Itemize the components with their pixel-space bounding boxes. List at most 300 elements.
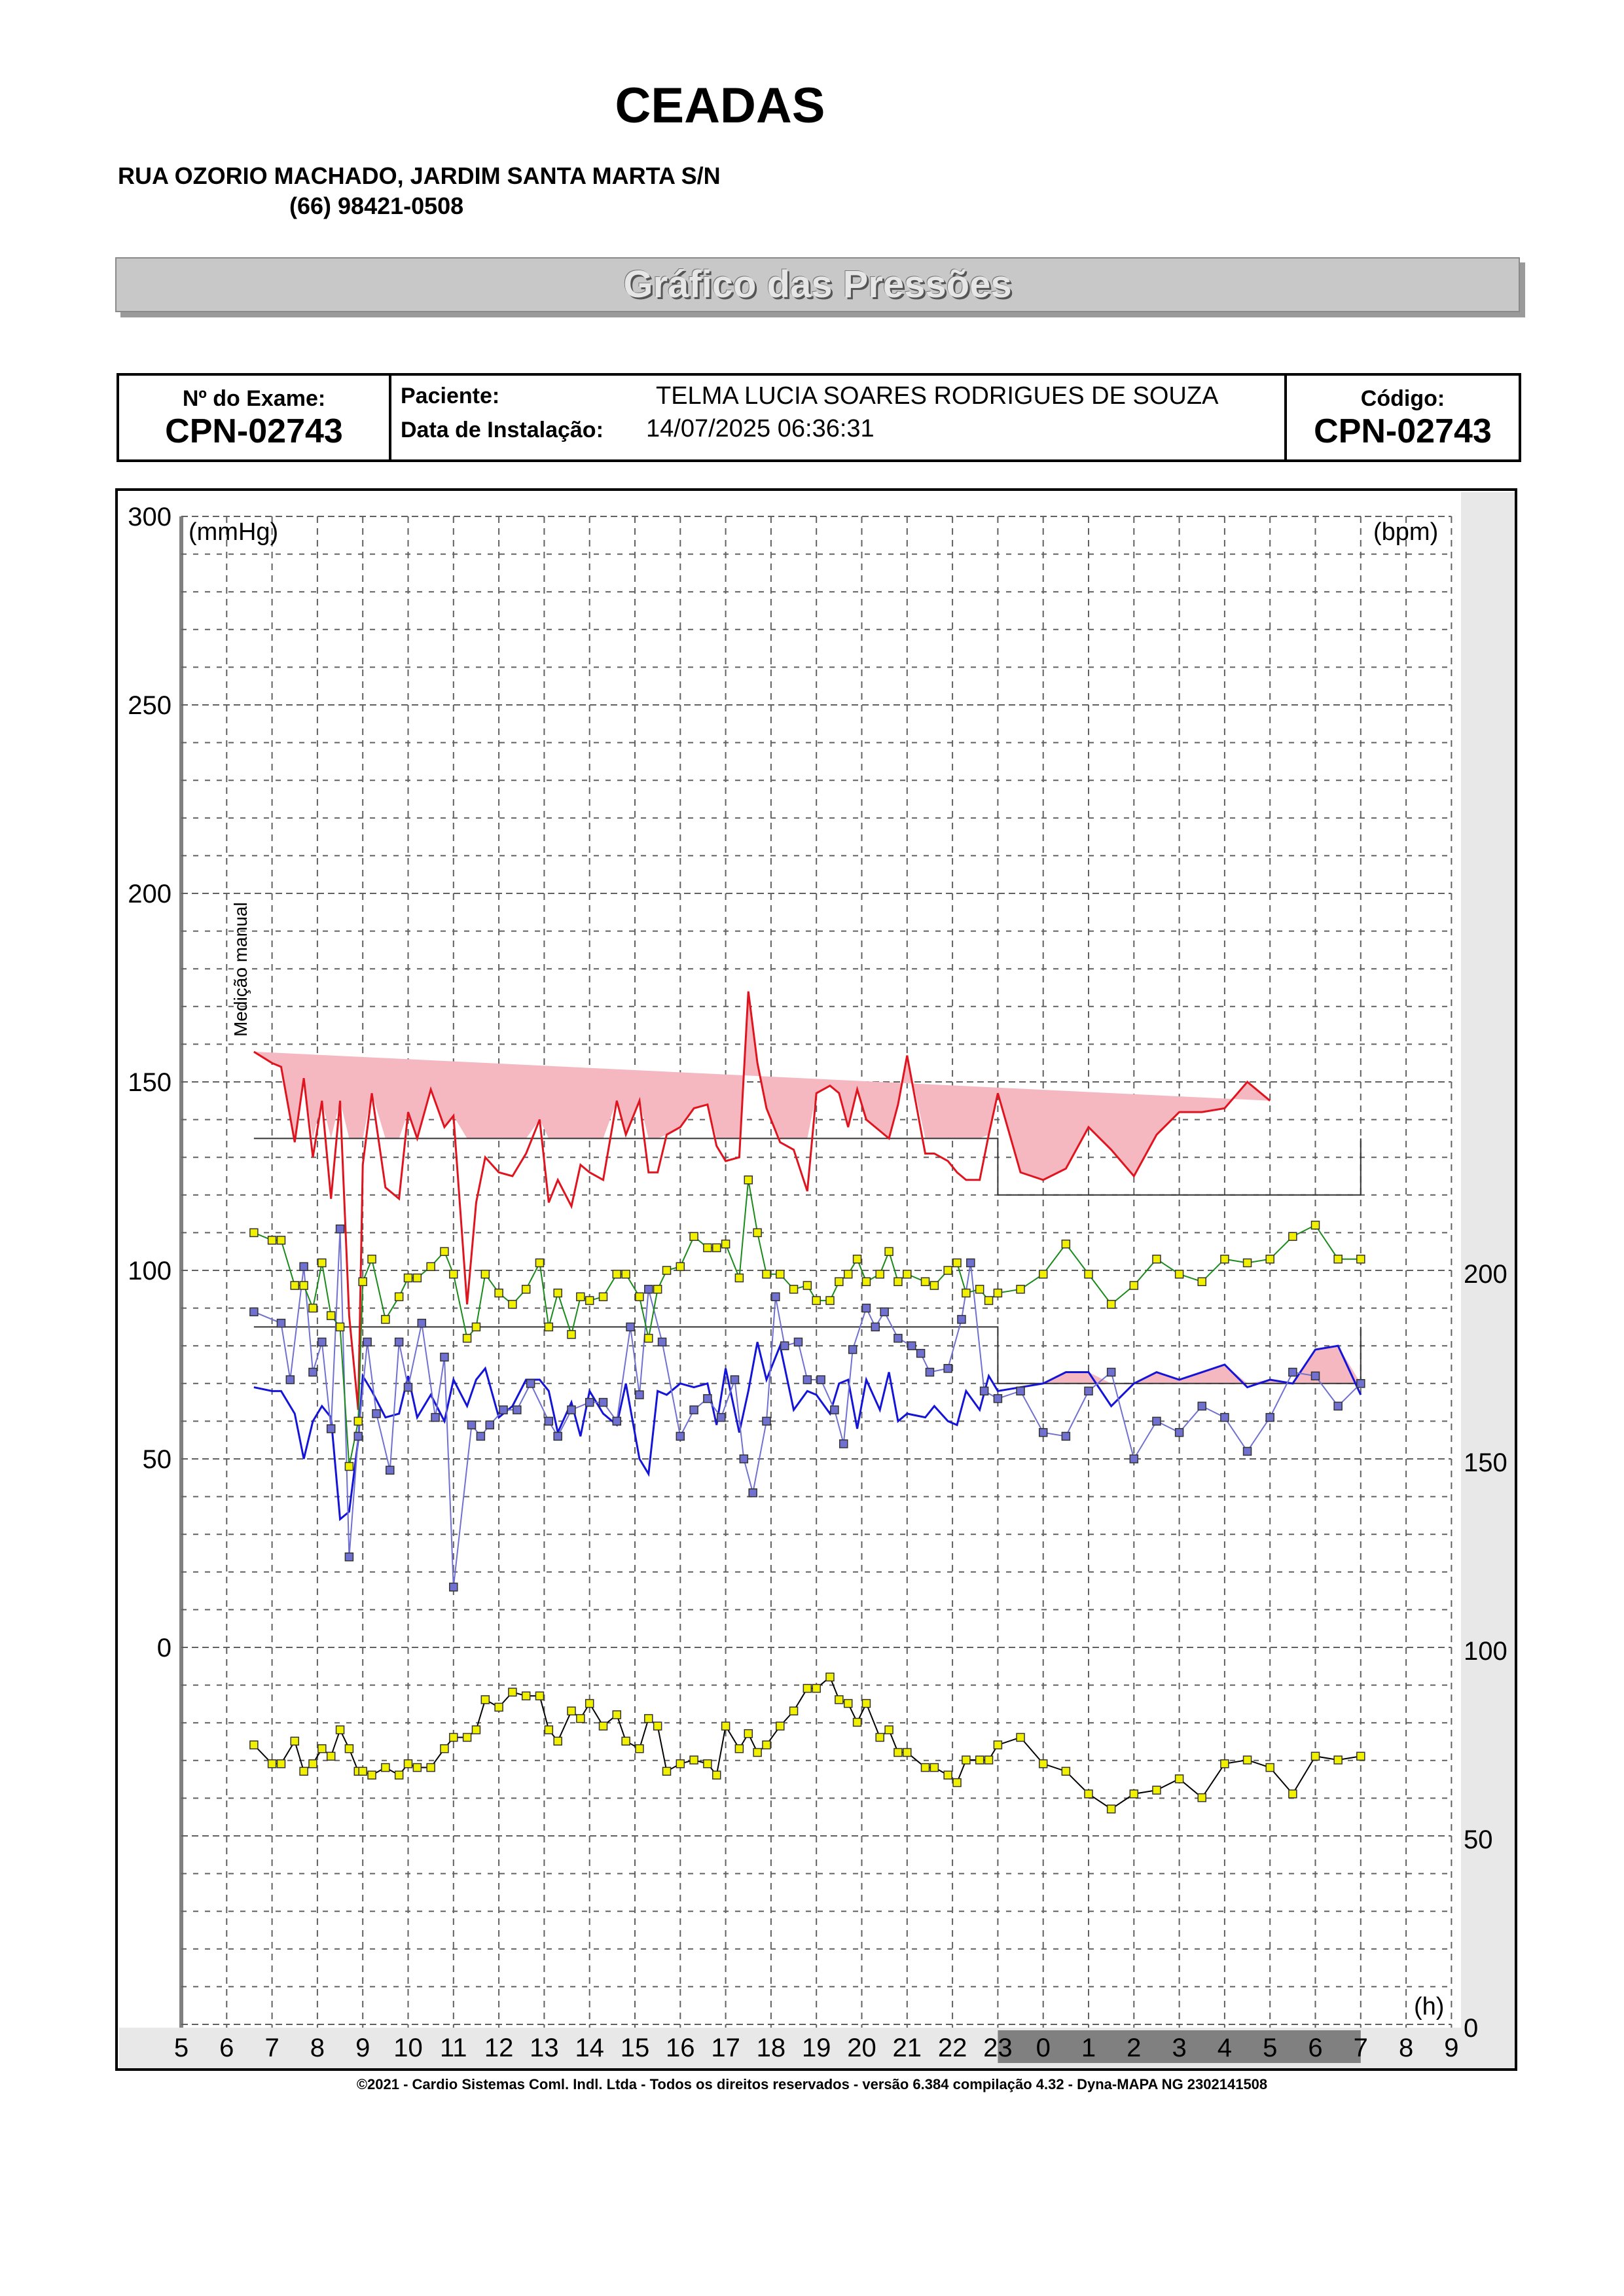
x-tick-label: 1 — [1081, 2034, 1096, 2062]
diastolic-point — [917, 1350, 925, 1357]
heart-rate-point — [753, 1749, 761, 1757]
mean-pressure-point — [1198, 1278, 1206, 1285]
diastolic-point — [690, 1406, 698, 1414]
heart-rate-point — [450, 1733, 458, 1741]
mean-pressure-point — [368, 1255, 376, 1263]
copyright-footer: ©2021 - Cardio Sistemas Coml. Indl. Ltda - Todos os direitos reservados - versão 6.384 compilação 4.32 - Dyna-MAPA NG 2302141508 — [356, 2076, 1268, 2092]
mean-pressure-point — [535, 1259, 543, 1266]
heart-rate-point — [413, 1764, 421, 1772]
heart-rate-point — [1312, 1752, 1320, 1760]
mean-pressure-point — [1289, 1232, 1297, 1240]
left-axis-label: (mmHg) — [189, 518, 279, 546]
heart-rate-point — [481, 1696, 489, 1704]
diastolic-point — [354, 1432, 362, 1440]
mean-pressure-point — [441, 1247, 448, 1255]
diastolic-point — [717, 1414, 725, 1422]
mean-pressure-point — [1085, 1270, 1092, 1278]
heart-rate-point — [268, 1760, 276, 1768]
heart-rate-point — [309, 1760, 317, 1768]
patient-label: Paciente: — [401, 384, 500, 408]
heart-rate-point — [962, 1756, 970, 1764]
mean-pressure-point — [994, 1289, 1001, 1297]
diastolic-point — [981, 1387, 988, 1395]
diastolic-point — [849, 1346, 857, 1354]
mean-pressure-point — [599, 1293, 607, 1300]
right-tick-label: 0 — [1464, 2014, 1479, 2043]
diastolic-point — [659, 1338, 666, 1346]
mean-pressure-point — [1062, 1240, 1070, 1248]
diastolic-point — [626, 1323, 634, 1331]
mean-pressure-point — [645, 1335, 653, 1342]
x-tick-label: 5 — [173, 2034, 189, 2062]
heart-rate-point — [663, 1767, 671, 1775]
heart-rate-point — [613, 1711, 621, 1719]
mean-pressure-point — [568, 1331, 575, 1338]
x-tick-label: 2 — [1127, 2034, 1142, 2062]
clinic-name: CEADAS — [615, 78, 825, 134]
heart-rate-point — [1357, 1752, 1365, 1760]
heart-rate-point — [812, 1685, 820, 1693]
heart-rate-point — [944, 1771, 952, 1779]
diastolic-point — [1017, 1387, 1024, 1395]
mean-pressure-point — [545, 1323, 552, 1331]
mean-pressure-point — [953, 1259, 961, 1266]
heart-rate-point — [599, 1722, 607, 1730]
mean-pressure-point — [854, 1255, 861, 1263]
diastolic-point — [1312, 1372, 1320, 1380]
diastolic-point — [1244, 1447, 1252, 1455]
x-tick-label: 8 — [310, 2034, 325, 2062]
x-tick-label: 8 — [1398, 2034, 1414, 2062]
heart-rate-point — [327, 1752, 335, 1760]
diastolic-point — [309, 1369, 317, 1376]
heart-rate-point — [1266, 1764, 1274, 1772]
x-tick-label: 16 — [666, 2034, 695, 2062]
x-tick-label: 10 — [393, 2034, 423, 2062]
mean-pressure-point — [690, 1232, 698, 1240]
mean-pressure-point — [613, 1270, 621, 1278]
x-tick-label: 7 — [264, 2034, 280, 2062]
heart-rate-point — [1198, 1794, 1206, 1802]
heart-rate-point — [636, 1745, 643, 1753]
mean-pressure-point — [450, 1270, 458, 1278]
heart-rate-point — [622, 1737, 630, 1745]
x-tick-label: 5 — [1263, 2034, 1278, 2062]
heart-rate-point — [1039, 1760, 1047, 1768]
mean-pressure-point — [985, 1297, 993, 1304]
diastolic-point — [545, 1417, 552, 1425]
mean-pressure-point — [704, 1244, 712, 1251]
heart-rate-point — [735, 1745, 743, 1753]
mean-pressure-point — [318, 1259, 326, 1266]
mean-pressure-point — [586, 1297, 594, 1304]
diastolic-point — [926, 1369, 933, 1376]
heart-rate-point — [395, 1771, 403, 1779]
x-tick-label: 6 — [1308, 2034, 1323, 2062]
mean-pressure-point — [463, 1335, 471, 1342]
heart-rate-point — [776, 1722, 784, 1730]
mean-pressure-point — [622, 1270, 630, 1278]
heart-rate-point — [554, 1737, 562, 1745]
diastolic-point — [1085, 1387, 1092, 1395]
heart-rate-point — [522, 1692, 530, 1700]
heart-rate-point — [359, 1767, 367, 1775]
diastolic-point — [994, 1395, 1001, 1403]
diastolic-point — [749, 1489, 757, 1497]
x-tick-label: 23 — [983, 2034, 1013, 2062]
x-tick-label: 21 — [892, 2034, 922, 2062]
mean-pressure-point — [862, 1278, 870, 1285]
diastolic-point — [395, 1338, 403, 1346]
heart-rate-point — [1176, 1775, 1183, 1783]
mean-pressure-point — [472, 1323, 480, 1331]
diastolic-point — [1198, 1402, 1206, 1410]
mean-pressure-point — [382, 1316, 389, 1323]
diastolic-point — [731, 1376, 738, 1384]
x-tick-label: 20 — [847, 2034, 876, 2062]
heart-rate-point — [495, 1703, 503, 1711]
mean-pressure-point — [1312, 1221, 1320, 1229]
mean-pressure-point — [903, 1270, 911, 1278]
heart-rate-point — [1221, 1760, 1229, 1768]
diastolic-point — [967, 1259, 975, 1266]
diastolic-point — [772, 1293, 780, 1300]
heart-rate-point — [345, 1745, 353, 1753]
diastolic-point — [704, 1395, 712, 1403]
left-tick-label: 50 — [142, 1445, 171, 1474]
mean-pressure-point — [268, 1236, 276, 1244]
left-tick-label: 100 — [128, 1257, 171, 1285]
mean-pressure-point — [1176, 1270, 1183, 1278]
diastolic-point — [803, 1376, 811, 1384]
code-label: Código: — [1360, 386, 1445, 411]
install-date: 14/07/2025 06:36:31 — [646, 415, 875, 442]
heart-rate-point — [876, 1733, 884, 1741]
mean-pressure-point — [876, 1270, 884, 1278]
mean-pressure-point — [327, 1312, 335, 1319]
mean-pressure-point — [309, 1304, 317, 1312]
diastolic-point — [840, 1440, 848, 1448]
diastolic-point — [554, 1432, 562, 1440]
diastolic-point — [418, 1319, 425, 1327]
diastolic-point — [636, 1391, 643, 1399]
heart-rate-point — [835, 1696, 843, 1704]
mean-pressure-point — [654, 1285, 662, 1293]
diastolic-point — [513, 1406, 521, 1414]
diastolic-point — [831, 1406, 839, 1414]
heart-rate-point — [1153, 1786, 1161, 1794]
x-tick-label: 15 — [620, 2034, 650, 2062]
diastolic-point — [499, 1406, 507, 1414]
heart-rate-point — [368, 1771, 376, 1779]
diastolic-point — [431, 1414, 439, 1422]
heart-rate-point — [953, 1779, 961, 1787]
heart-rate-point — [713, 1771, 721, 1779]
mean-pressure-point — [844, 1270, 852, 1278]
x-tick-label: 19 — [801, 2034, 831, 2062]
diastolic-point — [568, 1406, 575, 1414]
diastolic-point — [740, 1455, 748, 1463]
clinic-phone: (66) 98421-0508 — [289, 192, 464, 219]
mean-pressure-point — [713, 1244, 721, 1251]
heart-rate-point — [300, 1767, 308, 1775]
mean-pressure-point — [495, 1289, 503, 1297]
mean-pressure-point — [922, 1278, 929, 1285]
mean-pressure-point — [427, 1263, 435, 1270]
diastolic-point — [477, 1432, 484, 1440]
mean-pressure-point — [753, 1229, 761, 1236]
diastolic-point — [1221, 1414, 1229, 1422]
heart-rate-point — [318, 1745, 326, 1753]
manual-measurement-annotation: Medição manual — [230, 902, 251, 1037]
diastolic-point — [817, 1376, 825, 1384]
heart-rate-point — [577, 1715, 585, 1723]
heart-rate-point — [568, 1707, 575, 1715]
mean-pressure-point — [413, 1274, 421, 1282]
heart-rate-point — [1108, 1805, 1115, 1813]
mean-pressure-point — [763, 1270, 770, 1278]
diastolic-point — [613, 1417, 621, 1425]
heart-rate-point — [586, 1700, 594, 1708]
chart-frame — [117, 490, 1516, 2070]
diastolic-point — [1108, 1369, 1115, 1376]
mean-pressure-point — [776, 1270, 784, 1278]
diastolic-point — [250, 1308, 258, 1316]
diastolic-point — [862, 1304, 870, 1312]
patient-name: TELMA LUCIA SOARES RODRIGUES DE SOUZA — [656, 382, 1219, 410]
mean-pressure-point — [676, 1263, 684, 1270]
mean-pressure-point — [395, 1293, 403, 1300]
mean-pressure-point — [509, 1300, 516, 1308]
left-tick-label: 250 — [128, 691, 171, 720]
diastolic-point — [527, 1380, 535, 1388]
diastolic-point — [441, 1353, 448, 1361]
right-tick-label: 50 — [1464, 1825, 1493, 1854]
mean-pressure-point — [790, 1285, 798, 1293]
right-tick-label: 100 — [1464, 1637, 1507, 1666]
diastolic-point — [345, 1553, 353, 1561]
mean-pressure-point — [336, 1323, 344, 1331]
heart-rate-point — [1062, 1767, 1070, 1775]
right-tick-label: 200 — [1464, 1260, 1507, 1289]
mean-pressure-point — [1357, 1255, 1365, 1263]
diastolic-point — [300, 1263, 308, 1270]
diastolic-point — [372, 1410, 380, 1418]
exam-number-label: Nº do Exame: — [182, 386, 326, 411]
mean-pressure-point — [354, 1417, 362, 1425]
mean-pressure-point — [481, 1270, 489, 1278]
x-tick-label: 18 — [756, 2034, 786, 2062]
heart-rate-point — [463, 1733, 471, 1741]
heart-rate-point — [976, 1756, 984, 1764]
diastolic-point — [318, 1338, 326, 1346]
heart-rate-point — [763, 1741, 770, 1749]
mean-pressure-point — [1221, 1255, 1229, 1263]
mean-pressure-point — [812, 1297, 820, 1304]
mean-pressure-point — [1153, 1255, 1161, 1263]
mean-pressure-point — [894, 1278, 902, 1285]
heart-rate-point — [509, 1688, 516, 1696]
mean-pressure-point — [554, 1289, 562, 1297]
code-value: CPN-02743 — [1314, 412, 1492, 450]
heart-rate-point — [336, 1726, 344, 1734]
diastolic-point — [944, 1365, 952, 1372]
install-date-label: Data de Instalação: — [401, 418, 604, 442]
heart-rate-point — [790, 1707, 798, 1715]
diastolic-point — [1039, 1429, 1047, 1437]
heart-rate-point — [645, 1715, 653, 1723]
diastolic-point — [676, 1432, 684, 1440]
heart-rate-point — [545, 1726, 552, 1734]
heart-rate-point — [854, 1718, 861, 1726]
report-title: Gráfico das Pressões — [623, 263, 1012, 306]
diastolic-point — [1334, 1402, 1342, 1410]
diastolic-point — [763, 1417, 770, 1425]
exam-number: CPN-02743 — [165, 412, 343, 450]
mean-pressure-point — [359, 1278, 367, 1285]
x-tick-label: 22 — [937, 2034, 967, 2062]
mean-pressure-point — [577, 1293, 585, 1300]
x-tick-label: 9 — [355, 2034, 370, 2062]
mean-pressure-point — [291, 1282, 298, 1289]
heart-rate-point — [1334, 1756, 1342, 1764]
mean-pressure-point — [1017, 1285, 1024, 1293]
heart-rate-point — [1130, 1790, 1138, 1798]
heart-rate-point — [441, 1745, 448, 1753]
heart-rate-point — [382, 1764, 389, 1772]
heart-rate-point — [985, 1756, 993, 1764]
diastolic-point — [958, 1316, 965, 1323]
heart-rate-point — [862, 1700, 870, 1708]
heart-rate-point — [690, 1756, 698, 1764]
mean-pressure-point — [405, 1274, 412, 1282]
diastolic-point — [871, 1323, 879, 1331]
heart-rate-point — [994, 1741, 1001, 1749]
heart-rate-point — [922, 1764, 929, 1772]
diastolic-point — [1289, 1369, 1297, 1376]
left-tick-label: 200 — [128, 880, 171, 908]
heart-rate-point — [1017, 1733, 1024, 1741]
right-tick-label: 150 — [1464, 1448, 1507, 1477]
mean-pressure-point — [735, 1274, 743, 1282]
mean-pressure-point — [835, 1278, 843, 1285]
diastolic-point — [286, 1376, 294, 1384]
mean-pressure-point — [522, 1285, 530, 1293]
mean-pressure-point — [1130, 1282, 1138, 1289]
heart-rate-point — [903, 1749, 911, 1757]
heart-rate-point — [844, 1700, 852, 1708]
diastolic-point — [486, 1421, 494, 1429]
right-axis-label: (bpm) — [1373, 518, 1439, 546]
heart-rate-point — [722, 1722, 730, 1730]
left-tick-label: 300 — [128, 503, 171, 531]
diastolic-point — [405, 1384, 412, 1391]
diastolic-point — [586, 1399, 594, 1407]
mean-pressure-point — [1039, 1270, 1047, 1278]
x-tick-label: 0 — [1036, 2034, 1051, 2062]
heart-rate-point — [250, 1741, 258, 1749]
mean-pressure-point — [663, 1266, 671, 1274]
heart-rate-point — [744, 1730, 752, 1738]
mean-pressure-point — [250, 1229, 258, 1236]
mean-pressure-point — [722, 1240, 730, 1248]
mean-pressure-point — [345, 1463, 353, 1471]
heart-rate-point — [405, 1760, 412, 1768]
mean-pressure-point — [962, 1289, 970, 1297]
mean-pressure-point — [944, 1266, 952, 1274]
mean-pressure-point — [930, 1282, 938, 1289]
diastolic-point — [1176, 1429, 1183, 1437]
heart-rate-point — [291, 1737, 298, 1745]
heart-rate-point — [1244, 1756, 1252, 1764]
diastolic-point — [1357, 1380, 1365, 1388]
x-tick-label: 6 — [219, 2034, 234, 2062]
diastolic-point — [894, 1335, 902, 1342]
mean-pressure-point — [277, 1236, 285, 1244]
mean-pressure-point — [1266, 1255, 1274, 1263]
x-axis-label: (h) — [1414, 1993, 1445, 2020]
diastolic-point — [645, 1285, 653, 1293]
mean-pressure-point — [1334, 1255, 1342, 1263]
diastolic-point — [336, 1225, 344, 1233]
diastolic-point — [468, 1421, 476, 1429]
mean-pressure-point — [300, 1282, 308, 1289]
heart-rate-point — [885, 1726, 893, 1734]
diastolic-point — [1062, 1432, 1070, 1440]
left-tick-label: 0 — [156, 1634, 171, 1662]
heart-rate-point — [803, 1685, 811, 1693]
mean-pressure-point — [885, 1247, 893, 1255]
diastolic-point — [794, 1338, 802, 1346]
diastolic-point — [599, 1399, 607, 1407]
mean-pressure-point — [803, 1282, 811, 1289]
heart-rate-point — [826, 1673, 834, 1681]
clinic-address: RUA OZORIO MACHADO, JARDIM SANTA MARTA S/N — [118, 162, 721, 189]
mean-pressure-point — [636, 1293, 643, 1300]
x-tick-label: 9 — [1444, 2034, 1459, 2062]
heart-rate-point — [894, 1749, 902, 1757]
diastolic-point — [363, 1338, 371, 1346]
diastolic-point — [450, 1583, 458, 1591]
x-tick-label: 7 — [1353, 2034, 1368, 2062]
heart-rate-point — [1289, 1790, 1297, 1798]
x-tick-label: 11 — [440, 2034, 467, 2062]
heart-rate-point — [676, 1760, 684, 1768]
x-tick-label: 14 — [575, 2034, 604, 2062]
x-tick-label: 4 — [1217, 2034, 1233, 2062]
x-tick-label: 12 — [484, 2034, 514, 2062]
diastolic-point — [1130, 1455, 1138, 1463]
x-tick-label: 13 — [530, 2034, 559, 2062]
diastolic-point — [277, 1319, 285, 1327]
diastolic-point — [386, 1466, 394, 1474]
heart-rate-point — [472, 1726, 480, 1734]
diastolic-point — [880, 1308, 888, 1316]
heart-rate-point — [277, 1760, 285, 1768]
heart-rate-point — [1085, 1790, 1092, 1798]
mean-pressure-point — [1244, 1259, 1252, 1266]
heart-rate-point — [930, 1764, 938, 1772]
heart-rate-point — [535, 1692, 543, 1700]
heart-rate-point — [427, 1764, 435, 1772]
x-tick-label: 17 — [711, 2034, 740, 2062]
heart-rate-point — [654, 1722, 662, 1730]
diastolic-point — [908, 1342, 916, 1350]
x-tick-label: 3 — [1172, 2034, 1187, 2062]
diastolic-point — [327, 1425, 335, 1433]
mean-pressure-point — [976, 1285, 984, 1293]
diastolic-point — [781, 1342, 789, 1350]
